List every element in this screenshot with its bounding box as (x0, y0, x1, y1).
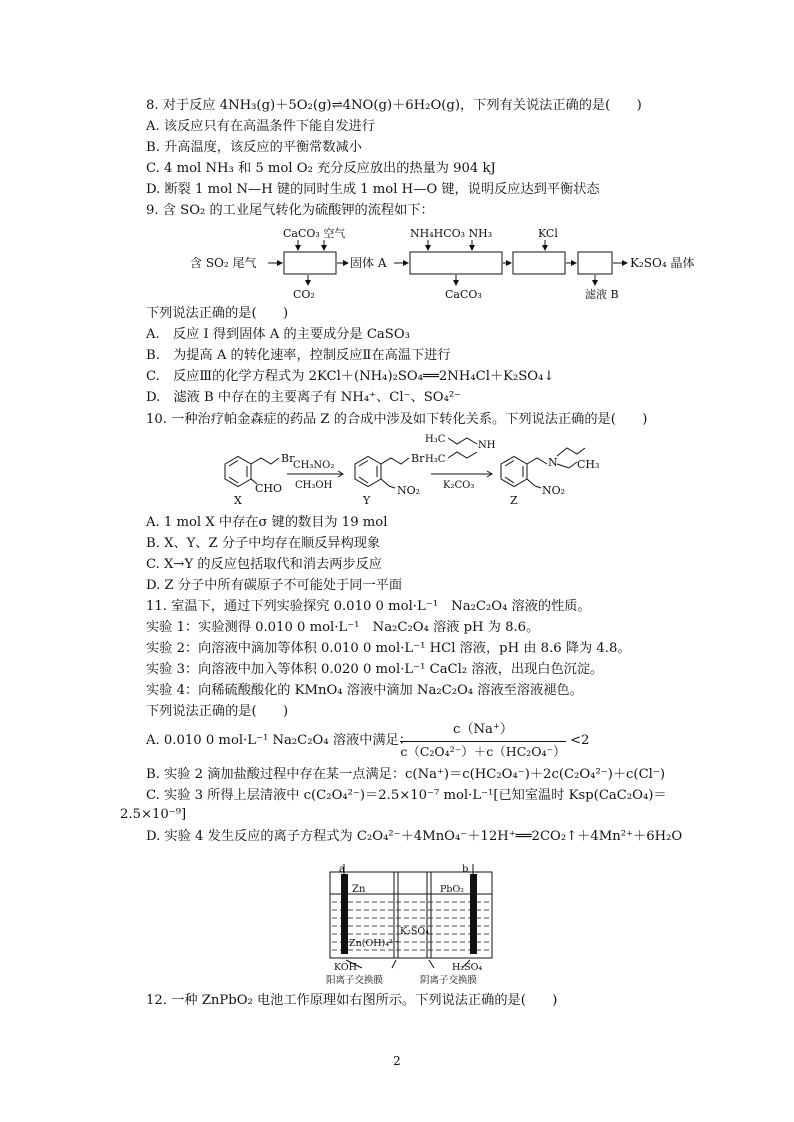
flow-box-filter (578, 252, 612, 274)
q9-ask: 下列说法正确的是( ) (146, 306, 289, 321)
q11-exp4: 实验 4：向稀硫酸酸化的 KMnO₄ 溶液中滴加 Na₂C₂O₄ 溶液至溶液褪色。 (146, 683, 583, 698)
cond2-bottom: K₂CO₃ (443, 480, 475, 491)
h2so4-label: H₂SO₄ (452, 962, 483, 973)
q10-stem: 10. 一种治疗帕金森症的药品 Z 的合成中涉及如下转化关系。下列说法正确的是( ) (146, 412, 648, 427)
flow-r3-input: KCl (538, 227, 558, 240)
q11-option-c-line1: C. 实验 3 所得上层清液中 c(C₂O₄²⁻)＝2.5×10⁻⁷ mol·L⁻¹[已知室温时 Ksp(CaC₂O₄)＝ (146, 788, 667, 803)
q10-reaction-scheme (205, 432, 605, 514)
page-number: 2 (393, 1054, 401, 1068)
q11-fraction-bar (400, 741, 566, 742)
q9-option-d: D. 滤液 B 中存在的主要离子有 NH₄⁺、Cl⁻、SO₄²⁻ (146, 390, 462, 405)
q9-option-a: A. 反应 Ⅰ 得到固体 A 的主要成分是 CaSO₃ (146, 327, 410, 342)
z-n-label: N (548, 456, 558, 469)
flow-filter-output: 滤液 B (585, 288, 619, 301)
z-no2-label: NO₂ (542, 484, 566, 497)
q11-option-a-prefix: A. 0.010 0 mol·L⁻¹ Na₂C₂O₄ 溶液中满足： (146, 733, 412, 748)
q10-option-a: A. 1 mol X 中存在σ 键的数目为 19 mol (146, 515, 388, 530)
q12-stem: 12. 一种 ZnPbO₂ 电池工作原理如右图所示。下列说法正确的是( ) (146, 993, 558, 1008)
x-br-label: Br (281, 452, 295, 465)
terminal-b-label: b (462, 864, 469, 875)
anion-membrane-label: 阴离子交换膜 (420, 975, 478, 986)
amine-nh: NH (478, 440, 496, 451)
flow-r1-input: CaCO₃ 空气 (283, 227, 346, 240)
flow-r2-output: CaCO₃ (445, 288, 482, 301)
q10-option-c: C. X→Y 的反应包括取代和消去两步反应 (146, 557, 382, 572)
q8-option-c: C. 4 mol NH₃ 和 5 mol O₂ 充分反应放出的热量为 904 kJ (146, 161, 496, 176)
flow-r1-output: CO₂ (293, 288, 315, 301)
cation-membrane-label: 阳离子交换膜 (326, 975, 384, 986)
q11-option-a-denominator: c（C₂O₄²⁻）＋c（HC₂O₄⁻） (400, 744, 566, 759)
q9-option-b: B. 为提高 A 的转化速率，控制反应Ⅱ在高温下进行 (146, 348, 451, 363)
flow-r2-input: NH₄HCO₃ NH₃ (410, 227, 493, 240)
flow-start: 含 SO₂ 尾气 (190, 256, 257, 270)
q11-option-a-numerator: c（Na⁺） (452, 722, 514, 737)
terminal-a-label: a (339, 864, 345, 875)
y-br-label: Br (411, 452, 425, 465)
z-ch3-label: CH₃ (577, 458, 600, 471)
zn-electrode (341, 874, 348, 954)
koh-label: KOH (334, 962, 357, 973)
q12-cell-diagram (322, 862, 502, 986)
x-label: X (234, 494, 242, 507)
amine-h3c-top: H₃C (425, 434, 446, 445)
q11-option-b: B. 实验 2 滴加盐酸过程中存在某一点满足：c(Na⁺)＝c(HC₂O₄⁻)＋2c(C₂O₄²⁻)＋c(Cl⁻) (146, 767, 665, 782)
k2so4-label: K₂SO₄ (400, 926, 430, 937)
q11-ask: 下列说法正确的是( ) (146, 704, 289, 719)
flow-box-r2 (410, 252, 502, 274)
flow-solid-a: 固体 A (350, 256, 387, 270)
znoh4-label: Zn(OH)₄²⁻ (349, 938, 398, 949)
q8-option-b: B. 升高温度，该反应的平衡常数减小 (146, 140, 362, 155)
q8-option-d: D. 断裂 1 mol N—H 键的同时生成 1 mol H—O 键，说明反应达到平衡状态 (146, 182, 600, 197)
flow-box-r3 (513, 252, 565, 274)
flow-product: K₂SO₄ 晶体 (630, 256, 695, 270)
q10-option-b: B. X、Y、Z 分子中均存在顺反异构现象 (146, 536, 381, 551)
q11-option-d: D. 实验 4 发生反应的离子方程式为 C₂O₄²⁻＋4MnO₄⁻＋12H⁺══2CO₂↑＋4Mn²⁺＋6H₂O (146, 829, 683, 844)
q9-flowchart (180, 222, 740, 304)
q10-option-d: D. Z 分子中所有碳原子不可能处于同一平面 (146, 578, 403, 593)
cond1-bottom: CH₃OH (295, 480, 333, 491)
q9-option-c: C. 反应Ⅲ的化学方程式为 2KCl＋(NH₄)₂SO₄══2NH₄Cl＋K₂SO₄↓ (146, 369, 555, 384)
q11-option-c-line2: 2.5×10⁻⁹] (120, 807, 187, 822)
pbo2-label: PbO₂ (440, 884, 465, 895)
q11-stem: 11. 室温下，通过下列实验探究 0.010 0 mol·L⁻¹ Na₂C₂O₄ 溶液的性质。 (146, 599, 591, 614)
zn-label: Zn (352, 884, 366, 895)
q9-stem: 9. 含 SO₂ 的工业尾气转化为硫酸钾的流程如下： (146, 203, 434, 218)
q11-exp3: 实验 3：向溶液中加入等体积 0.020 0 mol·L⁻¹ CaCl₂ 溶液，出现白色沉淀。 (146, 662, 604, 677)
y-label: Y (363, 494, 371, 507)
cond1-top: CH₃NO₂ (293, 460, 335, 471)
q11-exp1: 实验 1：实验测得 0.010 0 mol·L⁻¹ Na₂C₂O₄ 溶液 pH 为 8.6。 (146, 620, 540, 635)
pbo2-electrode (470, 874, 477, 954)
q8-stem: 8. 对于反应 4NH₃(g)＋5O₂(g)⇌4NO(g)＋6H₂O(g)，下列有关说法正确的是( ) (146, 98, 642, 113)
z-label: Z (510, 494, 518, 507)
y-no2-label: NO₂ (397, 484, 421, 497)
x-cho-label: CHO (255, 482, 283, 495)
flow-box-r1 (284, 252, 336, 274)
q8-option-a: A. 该反应只有在高温条件下能自发进行 (146, 119, 375, 134)
q11-option-a-suffix: <2 (570, 733, 590, 748)
q11-exp2: 实验 2：向溶液中滴加等体积 0.010 0 mol·L⁻¹ HCl 溶液，pH 由 8.6 降为 4.8。 (146, 641, 631, 656)
amine-h3c-bottom: H₃C (425, 454, 446, 465)
